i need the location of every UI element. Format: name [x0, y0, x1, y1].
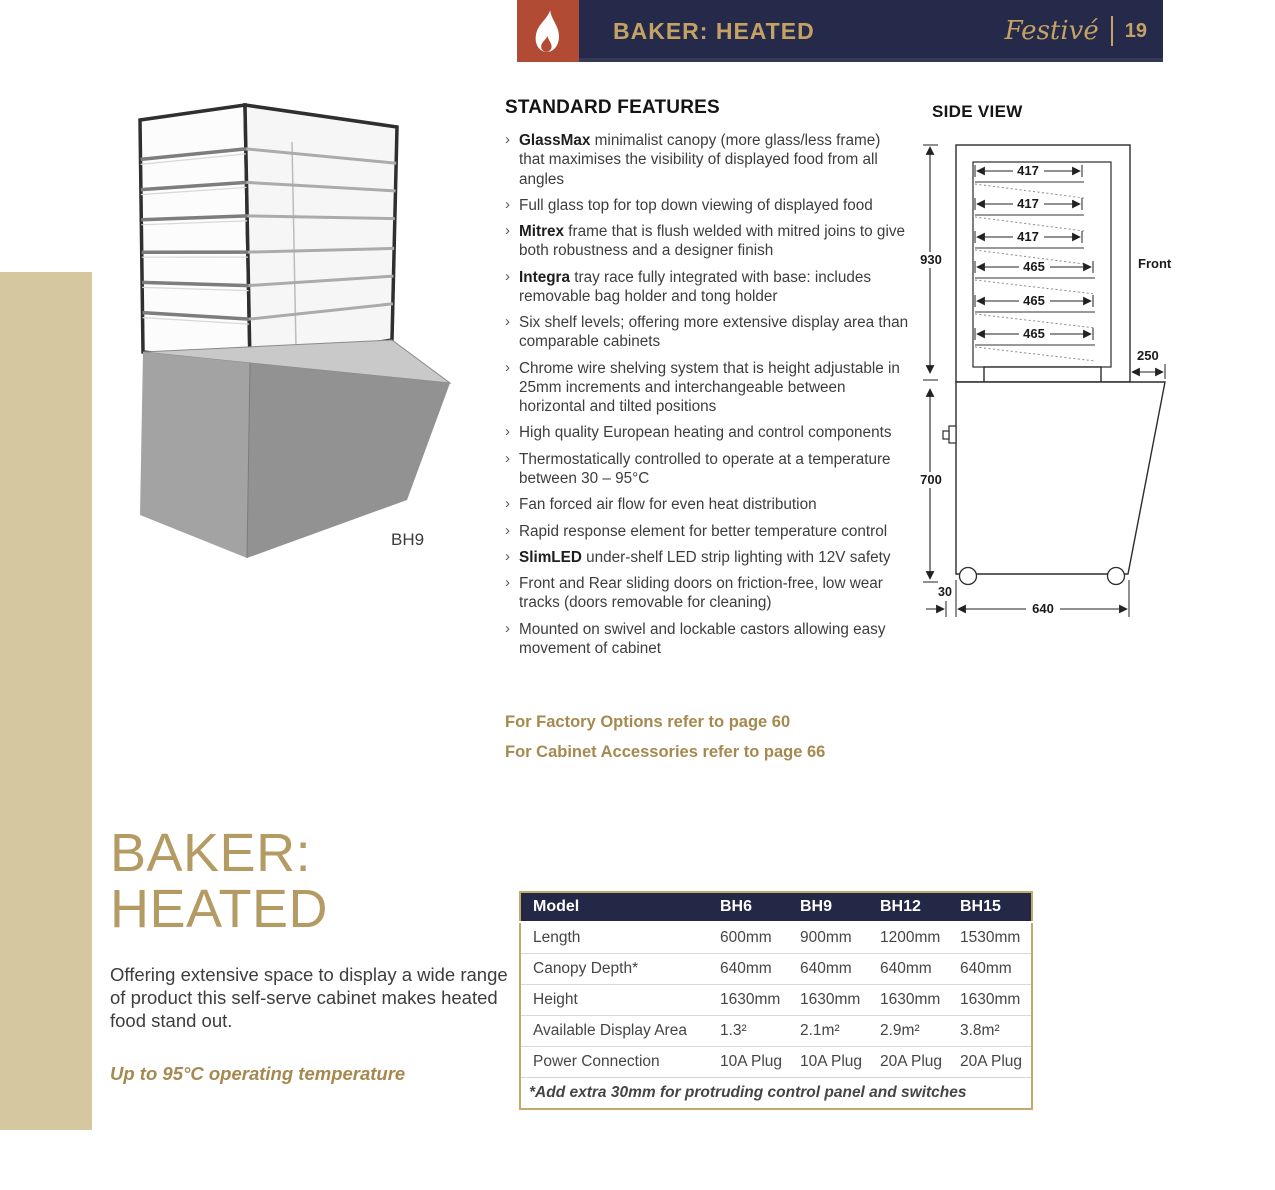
- spec-value: 600mm: [712, 922, 792, 954]
- spec-row: [520, 1016, 1032, 1047]
- feature-item: [505, 268, 909, 307]
- spec-row: [520, 1047, 1032, 1078]
- svg-text:417: 417: [1017, 196, 1039, 211]
- side-view-section: [918, 102, 1274, 632]
- feature-text: Rapid response element for better temperature control: [519, 522, 888, 540]
- feature-item: [505, 222, 909, 261]
- features-list: [505, 131, 909, 658]
- feature-bullet: ›: [505, 495, 510, 513]
- spec-col-bh9: BH9: [792, 892, 872, 922]
- feature-text: Mounted on swivel and lockable castors allowing easy movement of cabinet: [519, 620, 886, 657]
- feature-text: Chrome wire shelving system that is height adjustable in 25mm increments and interchangeable between horizontal and tilted positions: [519, 359, 900, 416]
- feature-text: Six shelf levels; offering more extensive display area than comparable cabinets: [519, 314, 909, 351]
- temperature-highlight: Up to 95°C operating temperature: [110, 1063, 406, 1085]
- factory-options-ref: For Factory Options refer to page 60: [505, 713, 791, 731]
- feature-bullet: ›: [505, 521, 510, 539]
- spec-value: 640mm: [792, 954, 872, 985]
- spec-value: 3.8m²: [952, 1016, 1032, 1047]
- side-view-diagram: [918, 132, 1268, 632]
- feature-text: Integra tray race fully integrated with base: includes removable bag holder and tong holder: [519, 268, 871, 305]
- brand-logo: Festivé: [1004, 16, 1099, 46]
- product-title: BAKER: HEATED: [110, 823, 329, 939]
- dim-930: [918, 145, 946, 380]
- feature-item: [505, 131, 909, 189]
- spec-value: 2.9m²: [872, 1016, 952, 1047]
- spec-row-label: Power Connection: [520, 1047, 712, 1078]
- spec-value: 1630mm: [712, 985, 792, 1016]
- feature-text: High quality European heating and control components: [519, 424, 892, 442]
- feature-bullet: ›: [505, 267, 510, 285]
- spec-value: 1630mm: [952, 985, 1032, 1016]
- feature-text: Full glass top for top down viewing of displayed food: [519, 196, 873, 214]
- product-description: Offering extensive space to display a wide range of product this self-serve cabinet makes heated food stand out.: [110, 964, 508, 1032]
- feature-text: SlimLED under-shelf LED strip lighting with 12V safety: [519, 548, 891, 566]
- feature-bullet: ›: [505, 574, 510, 592]
- page-title: BAKER: HEATED: [613, 17, 815, 44]
- feature-bullet: ›: [505, 195, 510, 213]
- feature-bullet: ›: [505, 222, 510, 240]
- svg-text:465: 465: [1023, 259, 1045, 274]
- side-view-heading: SIDE VIEW: [932, 102, 1023, 121]
- feature-bullet: ›: [505, 313, 510, 331]
- spec-row: [520, 985, 1032, 1016]
- spec-col-bh15: BH15: [952, 892, 1032, 922]
- feature-bullet: ›: [505, 423, 510, 441]
- cabinet-accessories-ref: For Cabinet Accessories refer to page 66: [505, 743, 826, 761]
- spec-row: [520, 922, 1032, 954]
- spec-row-label: Length: [520, 922, 712, 954]
- spec-value: 1630mm: [872, 985, 952, 1016]
- svg-text:640: 640: [1032, 601, 1054, 616]
- features-heading: STANDARD FEATURES: [505, 97, 720, 118]
- feature-bullet: ›: [505, 358, 510, 376]
- spec-value: 640mm: [952, 954, 1032, 985]
- left-accent-band: [0, 272, 92, 1130]
- spec-value: 640mm: [872, 954, 952, 985]
- product-image: [95, 80, 495, 570]
- feature-item: [505, 450, 909, 489]
- page-header: [517, 0, 1163, 62]
- feature-item: [505, 359, 909, 417]
- flame-logo-box: [517, 0, 579, 62]
- model-label: BH9: [391, 530, 425, 549]
- spec-value: 20A Plug: [952, 1047, 1032, 1078]
- intro-section: [110, 823, 510, 1085]
- page-number: 19: [1124, 19, 1147, 42]
- spec-row: [520, 954, 1032, 985]
- spec-col-model: Model: [520, 892, 712, 922]
- spec-value: 10A Plug: [712, 1047, 792, 1078]
- feature-text: Fan forced air flow for even heat distribution: [519, 496, 817, 514]
- spec-value: 10A Plug: [792, 1047, 872, 1078]
- spec-value: 640mm: [712, 954, 792, 985]
- feature-item: [505, 548, 909, 567]
- feature-text: Mitrex frame that is flush welded with mitred joins to give both robustness and a designer finish: [519, 223, 905, 260]
- spec-value: 20A Plug: [872, 1047, 952, 1078]
- spec-row-label: Available Display Area: [520, 1016, 712, 1047]
- standard-features-section: [505, 97, 909, 665]
- dim-250: [1132, 348, 1165, 379]
- svg-text:930: 930: [920, 252, 942, 267]
- feature-bullet: ›: [505, 547, 510, 565]
- control-knob-tip: [943, 431, 949, 439]
- header-right-group: [1005, 16, 1147, 46]
- page-references: [505, 713, 825, 773]
- dim-30: [926, 580, 956, 617]
- feature-item: [505, 313, 909, 352]
- feature-bullet: ›: [505, 619, 510, 637]
- svg-text:417: 417: [1017, 163, 1039, 178]
- feature-item: [505, 495, 909, 514]
- spec-value: 1200mm: [872, 922, 952, 954]
- castor-right: [1108, 568, 1125, 585]
- dim-640: [958, 580, 1129, 617]
- feature-text: Thermostatically controlled to operate at a temperature between 30 – 95°C: [519, 450, 891, 487]
- spec-row-label: Canopy Depth*: [520, 954, 712, 985]
- castor-left: [960, 568, 977, 585]
- flame-icon: [529, 8, 567, 54]
- spec-row-label: Height: [520, 985, 712, 1016]
- spec-value: 1.3²: [712, 1016, 792, 1047]
- svg-text:465: 465: [1023, 326, 1045, 341]
- front-label: Front: [1138, 256, 1172, 271]
- feature-text: Front and Rear sliding doors on friction-free, low wear tracks (doors removable for cleaning): [519, 575, 883, 612]
- feature-bullet: ›: [505, 131, 510, 148]
- svg-text:30: 30: [938, 585, 952, 599]
- spec-table: [519, 891, 1033, 1110]
- spec-value: 2.1m²: [792, 1016, 872, 1047]
- dim-700: [918, 389, 946, 582]
- feature-item: [505, 522, 909, 541]
- feature-bullet: ›: [505, 449, 510, 467]
- svg-text:417: 417: [1017, 229, 1039, 244]
- spec-col-bh12: BH12: [872, 892, 952, 922]
- svg-text:250: 250: [1137, 348, 1159, 363]
- feature-text: GlassMax minimalist canopy (more glass/less frame) that maximises the visibility of displayed food from all angles: [519, 132, 881, 188]
- spec-value: 1630mm: [792, 985, 872, 1016]
- svg-text:700: 700: [920, 472, 942, 487]
- header-divider: [1111, 16, 1113, 46]
- spec-footnote: *Add extra 30mm for protruding control panel and switches: [520, 1078, 1032, 1110]
- feature-item: [505, 574, 909, 613]
- feature-item: [505, 620, 909, 659]
- svg-text:465: 465: [1023, 293, 1045, 308]
- cabinet-render: [95, 80, 495, 570]
- spec-value: 1530mm: [952, 922, 1032, 954]
- spec-col-bh6: BH6: [712, 892, 792, 922]
- spec-value: 900mm: [792, 922, 872, 954]
- base-outline: [956, 382, 1165, 574]
- feature-item: [505, 196, 909, 215]
- control-knob: [949, 426, 956, 443]
- feature-item: [505, 423, 909, 442]
